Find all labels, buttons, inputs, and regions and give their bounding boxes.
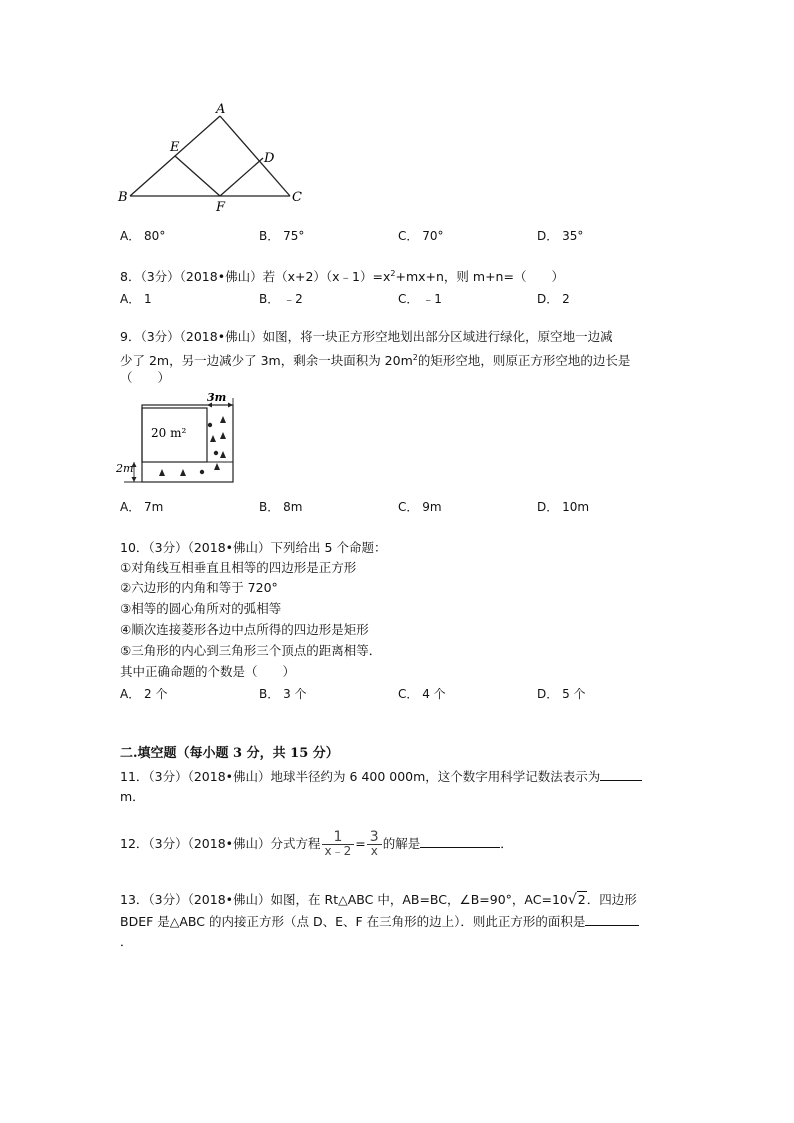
q9-label-top: 3m [207,391,227,404]
q8-option-d[interactable]: D． 2 [537,292,570,306]
q10-prop-3: ③相等的圆心角所对的弧相等 [120,601,282,616]
q7-seg-ef [175,156,220,196]
q9-shrub [220,432,226,439]
q9-option-a[interactable]: A． 7m [120,500,164,514]
q13-sqrt-sign: √ [567,892,577,908]
q13-line1: 13．（3分）（2018•佛山）如图，在 Rt△ABC 中，AB=BC，∠B=90°，AC=10√2．四边形 [120,892,637,908]
q9-shrub [180,469,186,476]
q12-fraction-left: $\frac{1}{x﹣2}$ [322,831,355,858]
q9-flower [214,451,218,455]
q8-option-a[interactable]: A． 1 [120,292,152,306]
q9-stem-line3: （ ） [120,370,171,385]
q10-prop-1: ①对角线互相垂直且相等的四边形是正方形 [120,560,357,575]
q9-flower [208,423,212,427]
q7-label-b: B [118,190,128,205]
q9-shrub [210,435,216,442]
q7-option-c[interactable]: C． 70° [398,229,444,243]
q11-answer-blank[interactable] [600,768,642,781]
q10-option-c[interactable]: C． 4 个 [398,687,446,701]
q9-option-c[interactable]: C． 9m [398,500,442,514]
q10-prop-2: ②六边形的内角和等于 720° [120,580,278,595]
q13-sqrt-arg: 2 [577,892,586,907]
q7-option-a[interactable]: A． 80° [120,229,166,243]
q7-side-ac [220,116,290,196]
q7-label-d: D [264,151,275,166]
q9-flower [200,470,204,474]
q9-shrub [220,451,226,458]
q13-answer-blank[interactable] [585,913,639,926]
q10-option-a[interactable]: A． 2 个 [120,687,168,701]
q9-option-d[interactable]: D． 10m [537,500,590,514]
q7-label-c: C [292,190,302,205]
q8-stem: 8．（3分）（2018•佛山）若$(x+2)(x﹣1)=x^2+mx+n$，则 m+n=（ ） [120,269,564,285]
q7-label-e: E [170,140,180,155]
q9-label-area: 20 m² [151,426,187,440]
q9-stem-line2: 少了 2m，另一边减少了 3m，剩余一块面积为 $20m^2$的矩形空地，则原正方形空地的边长是 [120,353,631,369]
q11-line2: m． [120,789,145,804]
q9-shrub [220,416,226,423]
q9-arrow-left-bottom [132,477,137,482]
q10-prop-5: ⑤三角形的内心到三角形三个顶点的距离相等． [120,643,382,658]
q12-answer-blank[interactable] [420,835,500,848]
q12-stem: 12．（3分）（2018•佛山）分式方程 $\frac{1}{x﹣2}$ = $\frac{3}{x}$ 的解是 ． [120,829,513,858]
q9-label-left: 2m [116,462,134,475]
q9-figure [114,390,246,490]
q9-option-b[interactable]: B． 8m [259,500,303,514]
q9-outer-square [142,405,233,482]
q7-seg-fd [220,158,263,196]
q9-shrub [214,463,220,470]
q10-prop-4: ④顺次连接菱形各边中点所得的四边形是矩形 [120,622,369,637]
q7-figure [110,100,310,215]
q7-label-a: A [216,102,226,117]
q9-shrub [159,469,165,476]
q7-option-b[interactable]: B． 75° [259,229,305,243]
q10-question: 其中正确命题的个数是（ ） [120,664,296,679]
q10-stem: 10．（3分）（2018•佛山）下列给出 5 个命题： [120,540,387,555]
q8-option-c[interactable]: C． ﹣1 [398,292,442,306]
q12-fraction-right: $\frac{3}{x}$ [367,831,382,858]
q13-line2: BDEF 是△ABC 的内接正方形（点 D、E、F 在三角形的边上）．则此正方形的面积是 [120,913,639,930]
q9-arrow-top-right [228,403,233,408]
q7-label-f: F [216,200,226,215]
q7-option-d[interactable]: D． 35° [537,229,584,243]
q8-option-b[interactable]: B． ﹣2 [259,292,303,306]
q10-option-d[interactable]: D． 5 个 [537,687,586,701]
q11-line1: 11．（3分）（2018•佛山）地球半径约为 6 400 000m，这个数字用科学记数法表示为 [120,768,642,785]
q9-stem-line1: 9．（3分）（2018•佛山）如图，将一块正方形空地划出部分区域进行绿化，原空地一边减 [120,329,613,344]
q13-line3: ． [120,934,133,949]
q10-option-b[interactable]: B． 3 个 [259,687,307,701]
section2-heading: 二.填空题（每小题 3 分，共 15 分） [120,746,339,761]
